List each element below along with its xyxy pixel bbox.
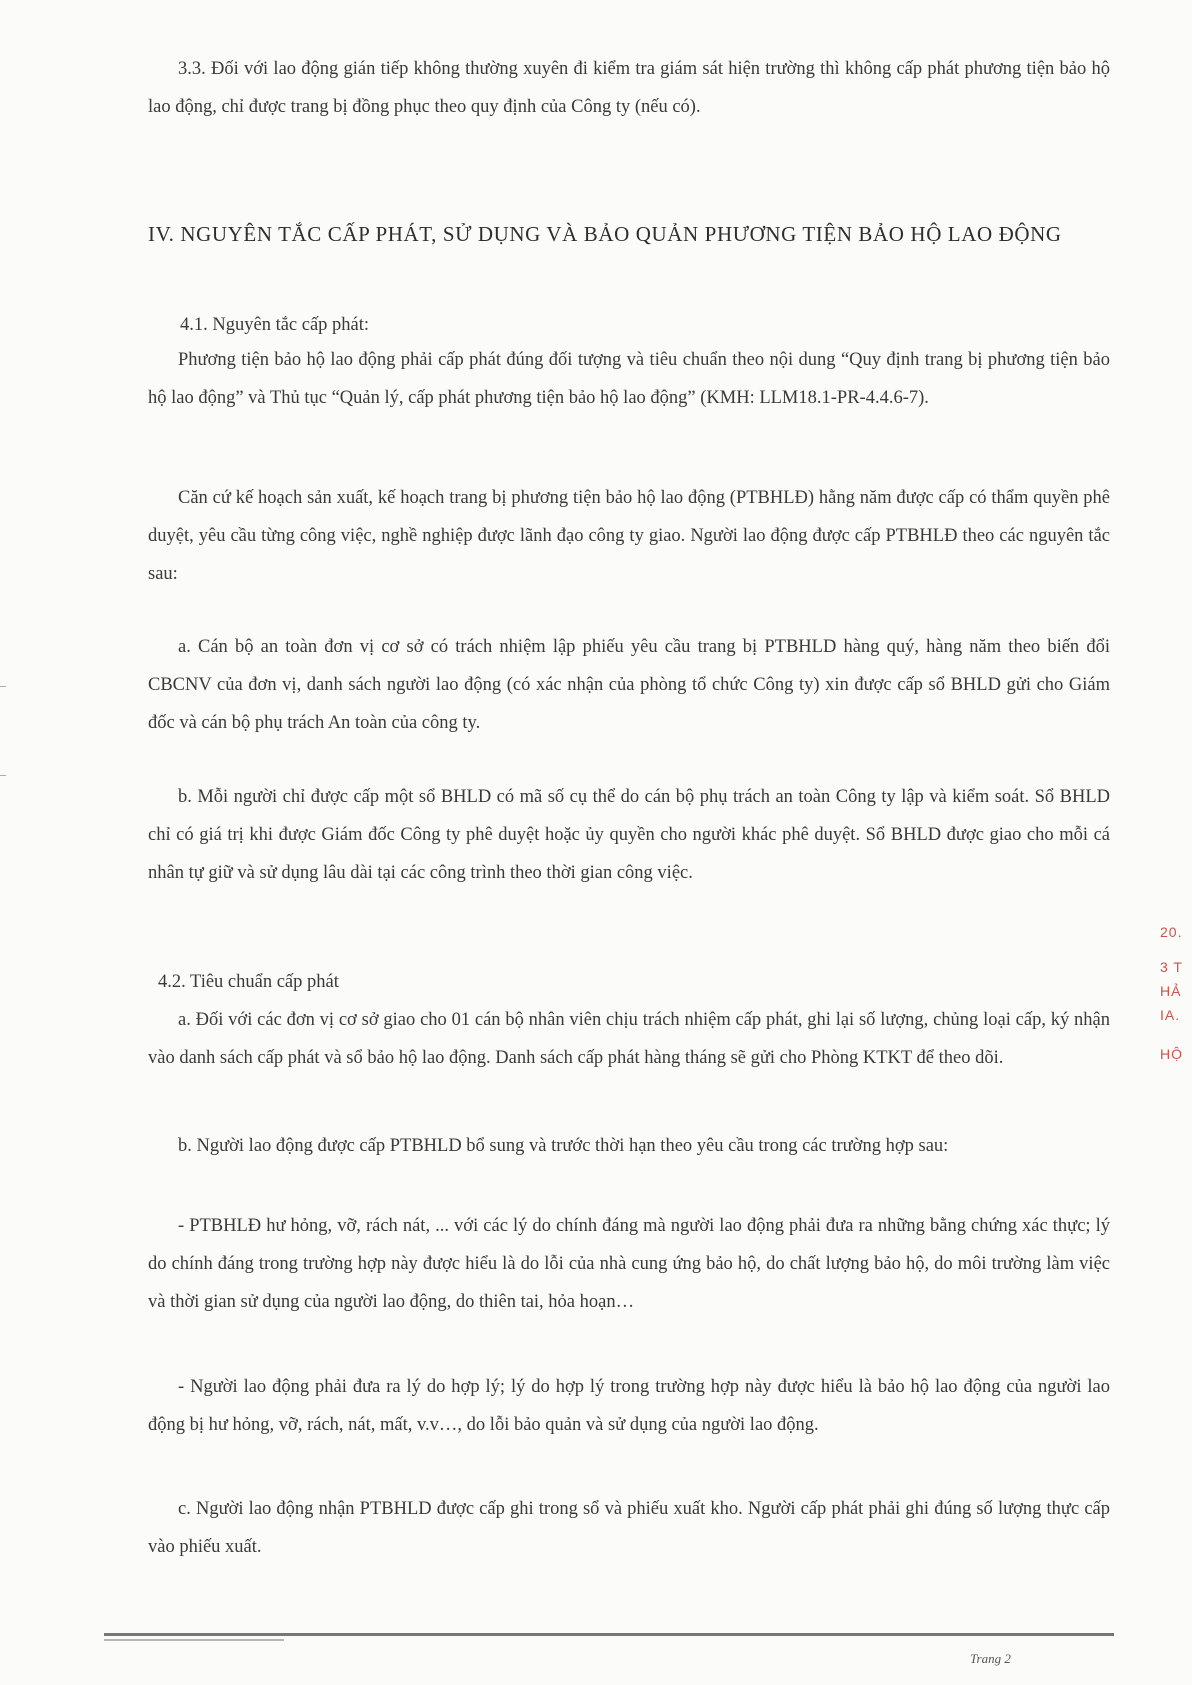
page-number: Trang 2 xyxy=(970,1651,1011,1666)
stamp-fragment-2: 3 T xyxy=(1160,959,1183,975)
margin-mark xyxy=(0,686,6,687)
subsection-4-1: 4.1. Nguyên tắc cấp phát: xyxy=(180,315,370,335)
paragraph-3-3: 3.3. Đối với lao động gián tiếp không thường xuyên đi kiểm tra giám sát hiện trường thì không cấp phát phương tiện bảo hộ lao động, chỉ được trang bị đồng phục theo quy định của Công ty (nếu có). xyxy=(148,59,1110,117)
paragraph-dash-2: - Người lao động phải đưa ra lý do hợp lý; lý do hợp lý trong trường hợp này được hiểu là bảo hộ lao động của người lao động bị hư hỏng, vỡ, rách, nát, mất, v.v…, do lỗi bảo quản và sử dụng của người lao động. xyxy=(148,1377,1110,1435)
stamp-fragment-5: HỘ xyxy=(1160,1046,1183,1062)
paragraph-4-2-a: a. Đối với các đơn vị cơ sở giao cho 01 cán bộ nhân viên chịu trách nhiệm cấp phát, ghi lại số lượng, chủng loại cấp, ký nhận vào danh sách cấp phát và sổ bảo hộ lao động. Danh sách cấp phát hàng tháng sẽ gửi cho Phòng KTKT để theo dõi. xyxy=(148,1010,1110,1068)
margin-mark xyxy=(0,775,6,776)
paragraph-4-2-b: b. Người lao động được cấp PTBHLD bổ sung và trước thời hạn theo yêu cầu trong các trường hợp sau: xyxy=(178,1136,949,1156)
paragraph-4-2-c: c. Người lao động nhận PTBHLD được cấp ghi trong sổ và phiếu xuất kho. Người cấp phát phải ghi đúng số lượng thực cấp vào phiếu xuất. xyxy=(148,1499,1110,1557)
paragraph-4-1-basis: Căn cứ kế hoạch sản xuất, kế hoạch trang bị phương tiện bảo hộ lao động (PTBHLĐ) hằng năm được cấp có thẩm quyền phê duyệt, yêu cầu từng công việc, nghề nghiệp được lãnh đạo công ty giao. Người lao động được cấp PTBHLĐ theo các nguyên tắc sau: xyxy=(148,488,1110,584)
paragraph-dash-1: - PTBHLĐ hư hỏng, vỡ, rách nát, ... với các lý do chính đáng mà người lao động phải đưa ra những bằng chứng xác thực; lý do chính đáng trong trường hợp này được hiểu là do lỗi của nhà cung ứng bảo hộ, do chất lượng bảo hộ, do môi trường làm việc và thời gian sử dụng của người lao động, do thiên tai, hỏa hoạn… xyxy=(148,1216,1110,1312)
paragraph-4-1-b: b. Mỗi người chỉ được cấp một sổ BHLD có mã số cụ thể do cán bộ phụ trách an toàn Công ty lập và kiểm soát. Sổ BHLD chỉ có giá trị khi được Giám đốc Công ty phê duyệt hoặc ủy quyền cho người khác phê duyệt. Sổ BHLD được giao cho mỗi cá nhân tự giữ và sử dụng lâu dài tại các công trình theo thời gian công việc. xyxy=(148,787,1110,883)
stamp-fragment-3: HẢ xyxy=(1160,983,1182,999)
footer-rule xyxy=(104,1633,1114,1636)
paragraph-4-1-a: a. Cán bộ an toàn đơn vị cơ sở có trách nhiệm lập phiếu yêu cầu trang bị PTBHLD hàng quý, hàng năm theo biến đổi CBCNV của đơn vị, danh sách người lao động (có xác nhận của phòng tổ chức Công ty) xin được cấp sổ BHLD gửi cho Giám đốc và cán bộ phụ trách An toàn của công ty. xyxy=(148,637,1110,733)
subsection-4-2: 4.2. Tiêu chuẩn cấp phát xyxy=(158,972,339,992)
section-heading-iv: IV. NGUYÊN TẮC CẤP PHÁT, SỬ DỤNG VÀ BẢO QUẢN PHƯƠNG TIỆN BẢO HỘ LAO ĐỘNG xyxy=(148,222,1062,246)
paragraph-4-1-standards: Phương tiện bảo hộ lao động phải cấp phát đúng đối tượng và tiêu chuẩn theo nội dung “Quy định trang bị phương tiện bảo hộ lao động” và Thủ tục “Quản lý, cấp phát phương tiện bảo hộ lao động” (KMH: LLM18.1-PR-4.4.6-7). xyxy=(148,350,1110,408)
stamp-fragment-1: 20. xyxy=(1160,924,1183,940)
footer-rule-secondary xyxy=(104,1639,284,1641)
stamp-fragment-4: IA. xyxy=(1160,1007,1181,1023)
